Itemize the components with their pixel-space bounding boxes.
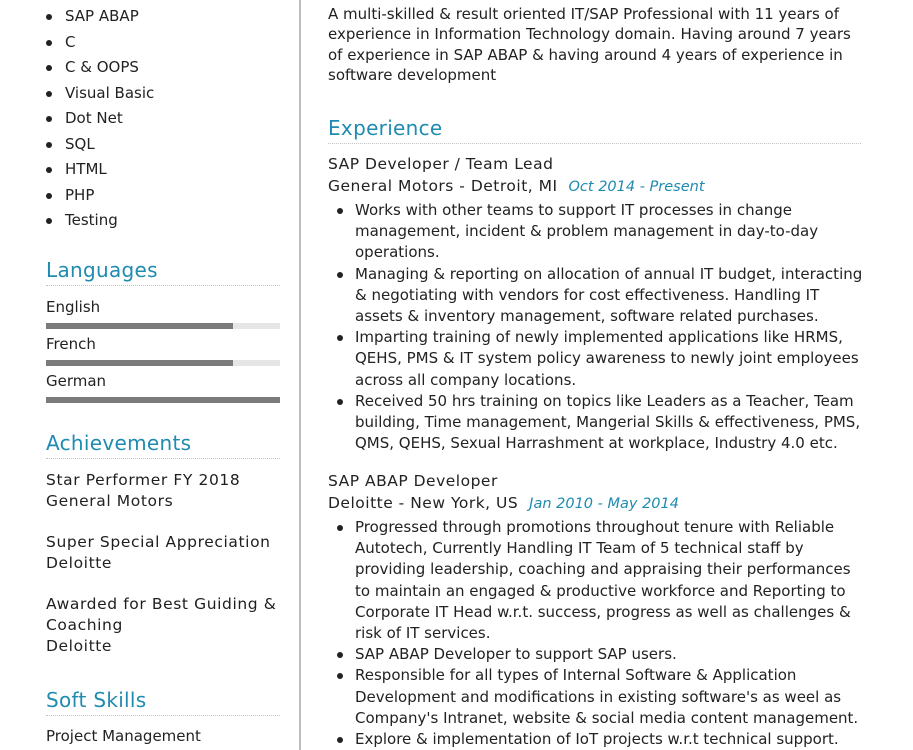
skill-item: Testing [46, 208, 154, 234]
skill-item: SQL [46, 132, 154, 158]
job-dates: Jan 2010 - May 2014 [529, 496, 679, 512]
job-company: General Motors - Detroit, MI [328, 177, 558, 195]
achievement-item [46, 594, 286, 657]
job-bullets [328, 517, 863, 750]
language-item [46, 371, 280, 403]
job-bullet: Responsible for all types of Internal Software & Application Development and modifications in existing software's as weel as Company's Intranet, website & social media content management. [328, 665, 863, 729]
job-bullet: Managing & reporting on allocation of annual IT budget, interacting & negotiating with vendors for cost effectiveness. Handling IT assets & inventory management, software related purchases. [328, 264, 863, 328]
language-name: French [46, 335, 96, 353]
language-name: German [46, 372, 107, 390]
sidebar [0, 0, 300, 750]
experience-heading: Experience [328, 116, 861, 144]
achievement-org: Deloitte [46, 637, 113, 655]
achievement-title: Super Special Appreciation [46, 533, 271, 551]
job-bullet: Works with other teams to support IT processes in change management, incident & problem management in day-to-day operations. [328, 200, 863, 264]
language-level-bar [46, 323, 280, 329]
achievement-title: Star Performer FY 2018 [46, 471, 241, 489]
soft-skills-heading: Soft Skills [46, 688, 280, 716]
job-entry [328, 470, 863, 750]
profile-summary: A multi-skilled & result oriented IT/SAP Professional with 11 years of experience in Information Technology domain. Having around 7 years of experience in SAP ABAP & having around 4 years of experience in software development [328, 5, 851, 84]
job-bullet: Explore & implementation of IoT projects w.r.t technical support. [328, 729, 863, 750]
job-company: Deloitte - New York, US [328, 494, 519, 512]
job-entry [328, 153, 863, 454]
achievement-org: Deloitte [46, 554, 113, 572]
skill-item: HTML [46, 157, 154, 183]
job-bullet: Imparting training of newly implemented applications like HRMS, QEHS, PMS & IT system policy awareness to newly joint employees across all company locations. [328, 327, 863, 391]
language-level-bar [46, 360, 280, 366]
language-level-fill [46, 323, 233, 329]
skill-item: SAP ABAP [46, 4, 154, 30]
language-level-bar [46, 397, 280, 403]
languages-heading: Languages [46, 258, 280, 286]
skill-item: PHP [46, 183, 154, 209]
language-name: English [46, 298, 101, 316]
job-bullet: Received 50 hrs training on topics like Leaders as a Teacher, Team building, Time management, Mangerial Skills & effectiveness, PMS, QMS, QEHS, Sexual Harrashment at workplace, Industry 4.0 etc. [328, 391, 863, 455]
skills-list [46, 4, 154, 234]
achievements-heading: Achievements [46, 431, 280, 459]
job-bullet: SAP ABAP Developer to support SAP users. [328, 644, 863, 665]
column-divider [299, 0, 301, 750]
skill-item: Dot Net [46, 106, 154, 132]
language-level-fill [46, 397, 280, 403]
achievement-item [46, 532, 286, 574]
skill-item: Visual Basic [46, 81, 154, 107]
job-company-line [328, 175, 863, 198]
job-role: SAP Developer / Team Lead [328, 155, 554, 173]
achievement-item [46, 470, 286, 512]
achievement-title: Awarded for Best Guiding & Coaching [46, 595, 277, 634]
job-dates: Oct 2014 - Present [568, 179, 705, 195]
job-company-line [328, 492, 863, 515]
language-item [46, 334, 280, 366]
soft-skill-item: Project Management [46, 727, 201, 745]
job-bullets [328, 200, 863, 454]
language-level-fill [46, 360, 233, 366]
skill-item: C [46, 30, 154, 56]
skill-item: C & OOPS [46, 55, 154, 81]
language-item [46, 297, 280, 329]
job-role: SAP ABAP Developer [328, 472, 498, 490]
job-bullet: Progressed through promotions throughout tenure with Reliable Autotech, Currently Handling IT Team of 5 technical staff by providing leadership, coaching and appraising their performances to maintain an engaged & productive workforce and Reporting to Corporate IT Head w.r.t. success, progress as well as challenges & risk of IT services. [328, 517, 863, 644]
achievement-org: General Motors [46, 492, 174, 510]
